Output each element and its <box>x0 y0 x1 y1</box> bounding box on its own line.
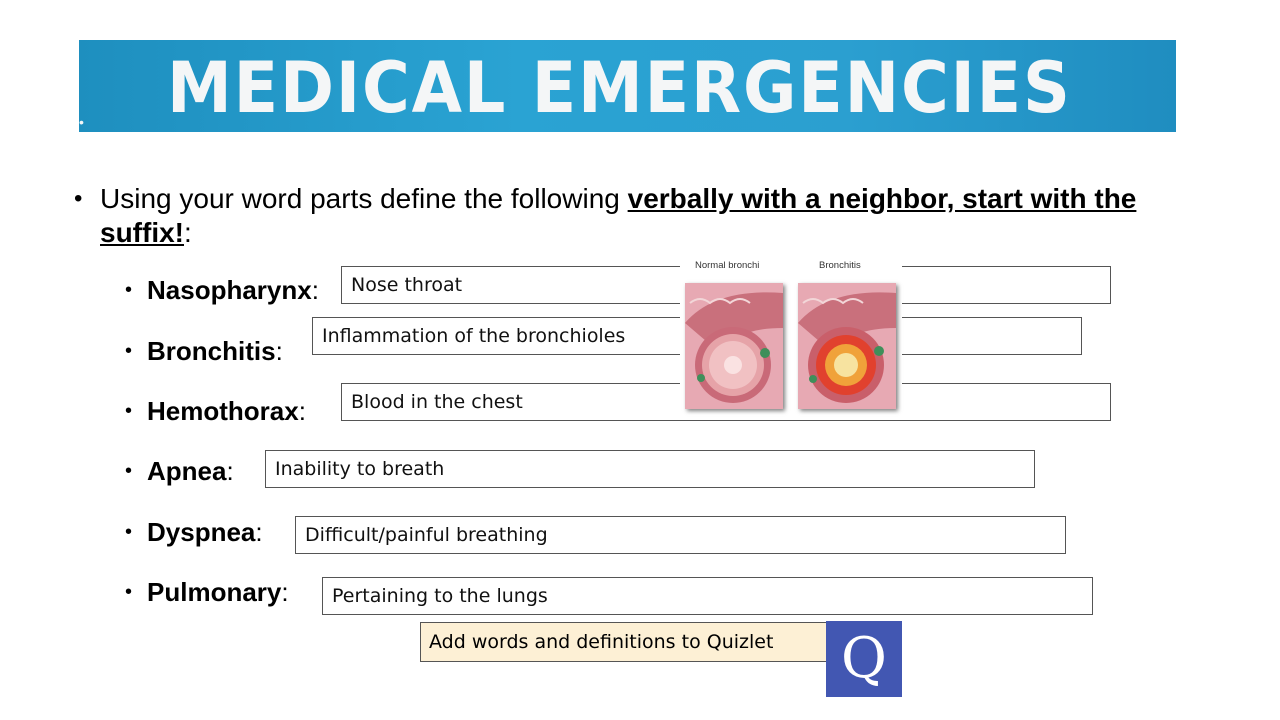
quizlet-note: Add words and definitions to Quizlet <box>420 622 830 662</box>
bronchi-illustration <box>680 258 902 418</box>
term-colon: : <box>311 275 319 305</box>
definition-box-apnea[interactable]: Inability to breath <box>265 450 1035 488</box>
quizlet-logo[interactable] <box>826 621 902 697</box>
term-colon: : <box>281 577 289 607</box>
term-row-bronchitis <box>125 336 283 366</box>
term-colon: : <box>298 396 306 426</box>
quizlet-logo-letter: Q <box>841 626 887 691</box>
normal-bronchi-image <box>685 283 783 409</box>
definition-box-nasopharynx[interactable]: Nose throat <box>341 266 1111 304</box>
term-label: Apnea <box>147 456 227 486</box>
term-bullet: • <box>125 340 133 362</box>
term-bullet: • <box>125 581 133 603</box>
definition-box-hemothorax[interactable]: Blood in the chest <box>341 383 1111 421</box>
banner-edge-mark: • <box>79 114 84 130</box>
term-bullet: • <box>125 279 133 301</box>
intro-plain: Using your word parts define the following <box>100 183 628 214</box>
definition-box-dyspnea[interactable]: Difficult/painful breathing <box>295 516 1066 554</box>
term-row-dyspnea <box>125 517 263 547</box>
intro-bullet: • <box>74 185 83 212</box>
term-bullet: • <box>125 460 133 482</box>
term-colon: : <box>255 517 263 547</box>
term-label: Pulmonary <box>147 577 282 607</box>
intro-text <box>100 182 1230 250</box>
term-colon: : <box>226 456 234 486</box>
term-label: Dyspnea <box>147 517 256 547</box>
term-row-apnea <box>125 456 234 486</box>
definition-box-pulmonary[interactable]: Pertaining to the lungs <box>322 577 1093 615</box>
intro-emphasis: verbally with a neighbor, start with the suffix! <box>100 183 1137 248</box>
term-row-pulmonary <box>125 577 289 607</box>
title-banner <box>79 40 1176 132</box>
bronchitis-image <box>798 283 896 409</box>
term-label: Hemothorax <box>147 396 299 426</box>
term-label: Nasopharynx <box>147 275 312 305</box>
banner-title: MEDICAL EMERGENCIES <box>167 47 1072 129</box>
term-label: Bronchitis <box>147 336 276 366</box>
term-bullet: • <box>125 400 133 422</box>
term-row-hemothorax <box>125 396 306 426</box>
term-bullet: • <box>125 521 133 543</box>
intro-end: : <box>184 217 192 248</box>
term-row-nasopharynx <box>125 275 319 305</box>
term-colon: : <box>275 336 283 366</box>
definition-box-bronchitis[interactable]: Inflammation of the bronchioles <box>312 317 1082 355</box>
label-bronchitis: Bronchitis <box>819 260 861 271</box>
label-normal-bronchi: Normal bronchi <box>695 260 760 271</box>
